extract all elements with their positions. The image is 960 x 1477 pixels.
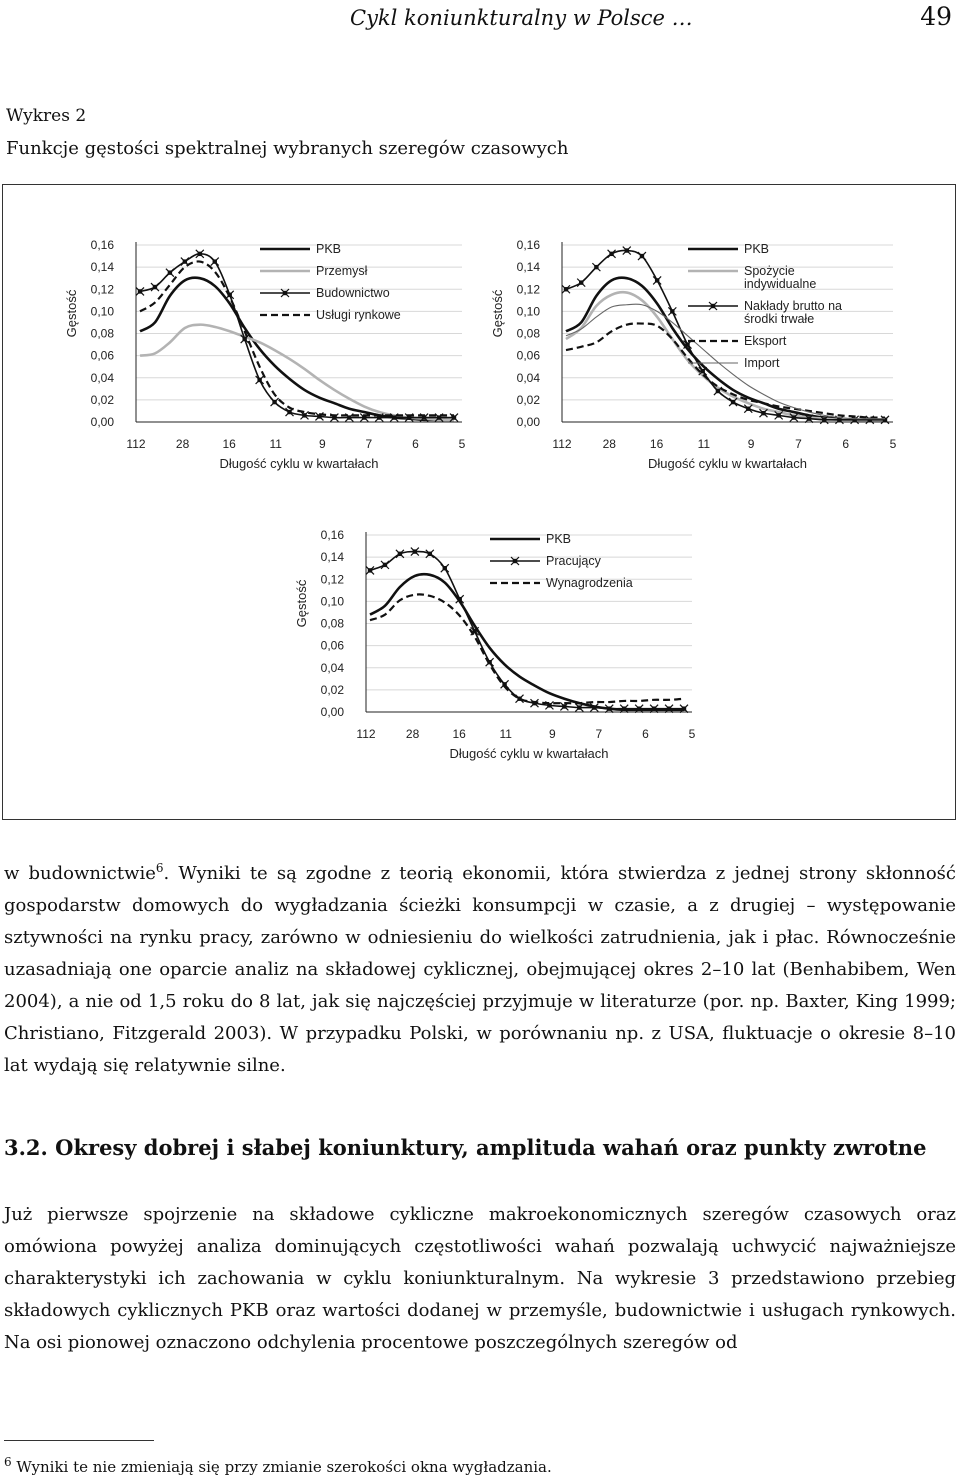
- series-marker: [426, 550, 434, 558]
- x-tick-label: 5: [889, 437, 897, 451]
- figure-caption: Funkcje gęstości spektralnej wybranych szeregów czasowych: [6, 138, 569, 159]
- series-marker: [653, 276, 661, 284]
- y-tick-label: 0,10: [516, 304, 540, 319]
- series-marker: [271, 398, 279, 406]
- x-tick-label: 28: [602, 437, 616, 451]
- y-tick-label: 0,08: [320, 616, 344, 631]
- x-tick-label: 16: [222, 437, 236, 451]
- x-tick-label: 5: [458, 437, 466, 451]
- y-tick-label: 0,04: [516, 370, 540, 385]
- x-tick-label: 9: [548, 727, 556, 741]
- y-axis-label: Gęstość: [490, 289, 505, 338]
- legend-entry: [490, 576, 633, 590]
- legend-label: Usługi rynkowe: [316, 308, 401, 322]
- x-tick-label: 6: [842, 437, 850, 451]
- series-marker: [729, 398, 737, 406]
- series-line: [140, 261, 454, 415]
- series-marker: [744, 405, 752, 413]
- legend-label: Nakłady brutto na: [744, 299, 842, 313]
- series-marker: [151, 283, 159, 291]
- series-marker: [638, 252, 646, 260]
- series-marker: [381, 561, 389, 569]
- paragraph-1: [4, 852, 956, 1082]
- section-heading: 3.2. Okresy dobrej i słabej koniunktury, amplituda wahań oraz punkty zwrotne: [4, 1135, 927, 1160]
- y-tick-label: 0,14: [90, 260, 114, 275]
- y-tick-label: 0,12: [320, 572, 344, 587]
- legend-label: Import: [744, 356, 780, 370]
- y-tick-label: 0,02: [516, 392, 540, 407]
- x-tick-label: 6: [412, 437, 419, 451]
- x-tick-label: 9: [318, 437, 326, 451]
- legend-label: PKB: [744, 242, 770, 256]
- x-tick-label: 11: [499, 727, 512, 741]
- x-axis-label: Długość cyklu w kwartałach: [648, 456, 807, 471]
- chart-gdp-labour: [292, 520, 697, 770]
- legend-entry: [260, 286, 390, 300]
- y-tick-label: 0,10: [320, 594, 344, 609]
- series-line: [140, 325, 454, 420]
- x-tick-label: 7: [365, 437, 373, 451]
- y-tick-label: 0,00: [516, 415, 540, 429]
- legend-entry: [260, 308, 401, 322]
- y-tick-label: 0,04: [320, 660, 344, 675]
- footnote: [4, 1455, 552, 1476]
- y-tick-label: 0,00: [320, 705, 344, 719]
- legend-label: środki trwałe: [744, 312, 815, 326]
- x-tick-label: 28: [405, 727, 420, 741]
- x-tick-label: 11: [269, 437, 282, 451]
- figure-label: Wykres 2: [6, 106, 87, 126]
- x-tick-label: 9: [747, 437, 755, 451]
- footnote-text: Wyniki te nie zmieniają się przy zmianie szerokości okna wygładzania.: [16, 1458, 552, 1476]
- y-axis-label: Gęstość: [294, 579, 309, 628]
- legend-label: Pracujący: [546, 554, 601, 568]
- legend-entry: [688, 242, 769, 256]
- y-tick-label: 0,14: [516, 260, 540, 275]
- y-tick-label: 0,10: [90, 304, 114, 319]
- legend-entry: [490, 532, 571, 546]
- y-tick-label: 0,00: [90, 415, 114, 429]
- chart-gdp-sectors: [62, 230, 467, 480]
- legend-label: indywidualne: [744, 277, 817, 291]
- series-marker: [256, 376, 264, 384]
- y-tick-label: 0,08: [516, 326, 540, 341]
- x-axis-label: Długość cyklu w kwartałach: [219, 456, 379, 471]
- y-tick-label: 0,16: [516, 238, 540, 252]
- series-marker: [166, 269, 174, 277]
- y-tick-label: 0,16: [320, 528, 344, 542]
- legend-entry: [688, 264, 816, 291]
- legend-label: PKB: [546, 532, 572, 546]
- y-tick-label: 0,08: [90, 326, 114, 341]
- series-marker: [577, 279, 585, 287]
- running-head: Cykl koniunkturalny w Polsce …: [350, 6, 693, 30]
- page-number: 49: [920, 2, 952, 31]
- legend-label: Wynagrodzenia: [546, 576, 633, 590]
- x-tick-label: 112: [356, 727, 376, 741]
- series-marker: [608, 250, 616, 258]
- x-tick-label: 28: [175, 437, 190, 451]
- x-tick-label: 16: [649, 437, 664, 451]
- y-tick-label: 0,04: [90, 370, 114, 385]
- x-tick-label: 112: [552, 437, 572, 451]
- legend-label: Eksport: [744, 334, 787, 348]
- series-marker: [396, 550, 404, 558]
- chart-gdp-demand: [488, 230, 898, 480]
- legend-label: Przemysł: [316, 264, 368, 278]
- x-tick-label: 16: [452, 727, 466, 741]
- series-marker: [441, 564, 449, 572]
- legend-entry: [688, 356, 780, 370]
- x-tick-label: 6: [642, 727, 649, 741]
- legend-entry: [688, 334, 787, 348]
- y-tick-label: 0,06: [90, 348, 114, 363]
- x-tick-label: 5: [688, 727, 696, 741]
- series-line: [566, 323, 885, 417]
- y-tick-label: 0,16: [90, 238, 114, 252]
- footnote-rule: [4, 1440, 154, 1441]
- series-line: [566, 304, 885, 419]
- y-tick-label: 0,12: [90, 282, 114, 297]
- x-tick-label: 11: [697, 437, 711, 451]
- legend-entry: [688, 299, 842, 326]
- series-line: [140, 278, 454, 420]
- footnote-number: 6: [4, 1455, 12, 1469]
- legend-entry: [490, 554, 602, 568]
- paragraph-1-text: . Wyniki te są zgodne z teorią ekonomii, która stwierdza z jednej strony skłonność gospodarstw domowych do wygładzania ścieżki konsumpcji w czasie, a z drugiej – występowanie sztywności na rynku pracy, zarówno w odniesieniu do wielkości zatrudnienia, jak i płac. Równocześnie uzasadniają one oparcie analiz na składowej cyklicznej, obejmującej okres 2–10 lat (Benhabibem, Wen 2004), a nie od 1,5 roku do 8 lat, jak się najczęściej przyjmuje w literaturze (por. np. Baxter, King 1999; Christiano, Fitzgerald 2003). W przypadku Polski, w porównaniu np. z USA, fluktuacje o okresie 8–10 lat wydają się relatywnie silne.: [4, 863, 956, 1076]
- x-tick-label: 7: [795, 437, 802, 451]
- series-marker: [366, 566, 374, 574]
- x-axis-label: Długość cyklu w kwartałach: [449, 746, 609, 761]
- series-marker: [211, 258, 219, 266]
- x-tick-label: 112: [126, 437, 146, 451]
- y-tick-label: 0,06: [320, 638, 344, 653]
- series-line: [566, 250, 885, 419]
- paragraph-1-lead: w budownictwie: [4, 863, 156, 884]
- y-tick-label: 0,06: [516, 348, 540, 363]
- series-line: [370, 594, 684, 703]
- y-tick-label: 0,12: [516, 282, 540, 297]
- x-tick-label: 7: [595, 727, 603, 741]
- footnote-ref: 6: [155, 861, 164, 875]
- legend-entry: [260, 264, 368, 278]
- legend-label: Budownictwo: [316, 286, 390, 300]
- legend-entry: [260, 242, 341, 256]
- y-axis-label: Gęstość: [64, 289, 79, 338]
- y-tick-label: 0,02: [320, 682, 344, 697]
- legend-label: PKB: [316, 242, 342, 256]
- y-tick-label: 0,02: [90, 392, 114, 407]
- paragraph-2: Już pierwsze spojrzenie na składowe cykliczne makroekonomicznych szeregów czasowych oraz omówiona powyżej analiza dominujących częstotliwości wahań pozwalają uchwycić najważniejsze charakterystyki ich zachowania w cyklu koniunkturalnym. Na wykresie 3 przedstawiono przebieg składowych cyklicznych PKB oraz wartości dodanej w przemyśle, budownictwie i usługach rynkowych. Na osi pionowej oznaczono odchylenia procentowe poszczególnych szeregów od: [4, 1204, 956, 1353]
- legend-label: Spożycie: [744, 264, 795, 278]
- y-tick-label: 0,14: [320, 550, 344, 565]
